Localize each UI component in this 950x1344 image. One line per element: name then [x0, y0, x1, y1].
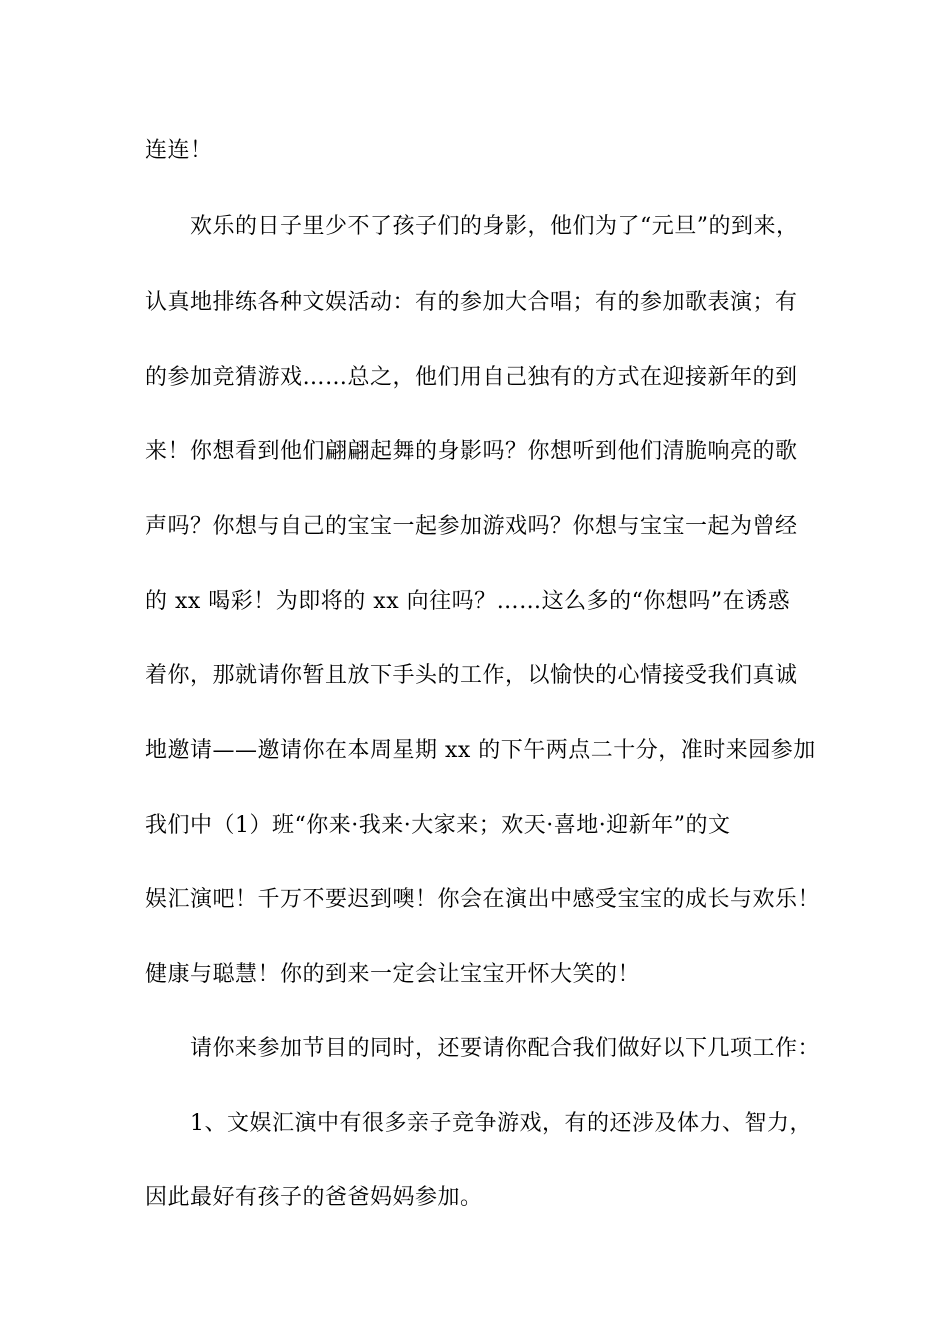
paragraph-first-line: 请你来参加节目的同时，还要请你配合我们做好以下几项工作：	[190, 1036, 821, 1061]
text-line: 声吗？你想与自己的宝宝一起参加游戏吗？你想与宝宝一起为曾经	[145, 514, 798, 539]
paragraph-first-line: 欢乐的日子里少不了孩子们的身影，他们为了“元旦”的到来，	[190, 214, 799, 239]
list-item-line: 1、文娱汇演中有很多亲子竞争游戏，有的还涉及体力、智力，	[190, 1111, 812, 1136]
text-line: 着你，那就请你暂且放下手头的工作，以愉快的心情接受我们真诚	[145, 663, 798, 688]
text-line: 连连！	[145, 138, 213, 163]
text-line: 的参加竞猜游戏……总之，他们用自己独有的方式在迎接新年的到	[145, 365, 798, 390]
text-line: 我们中（1）班“你来·我来·大家来；欢天·喜地·迎新年”的文	[145, 813, 731, 838]
text-line: 地邀请——邀请你在本周星期 xx 的下午两点二十分，准时来园参加	[145, 738, 816, 763]
text-line: 的 xx 喝彩！为即将的 xx 向往吗？……这么多的“你想吗”在诱惑	[145, 589, 791, 614]
text-line: 认真地排练各种文娱活动：有的参加大合唱；有的参加歌表演；有	[145, 290, 798, 315]
text-line: 娱汇演吧！千万不要迟到噢！你会在演出中感受宝宝的成长与欢乐！	[145, 887, 821, 912]
text-line: 来！你想看到他们翩翩起舞的身影吗？你想听到他们清脆响亮的歌	[145, 439, 798, 464]
text-line: 因此最好有孩子的爸爸妈妈参加。	[145, 1185, 483, 1210]
text-line: 健康与聪慧！你的到来一定会让宝宝开怀大笑的！	[145, 962, 641, 987]
